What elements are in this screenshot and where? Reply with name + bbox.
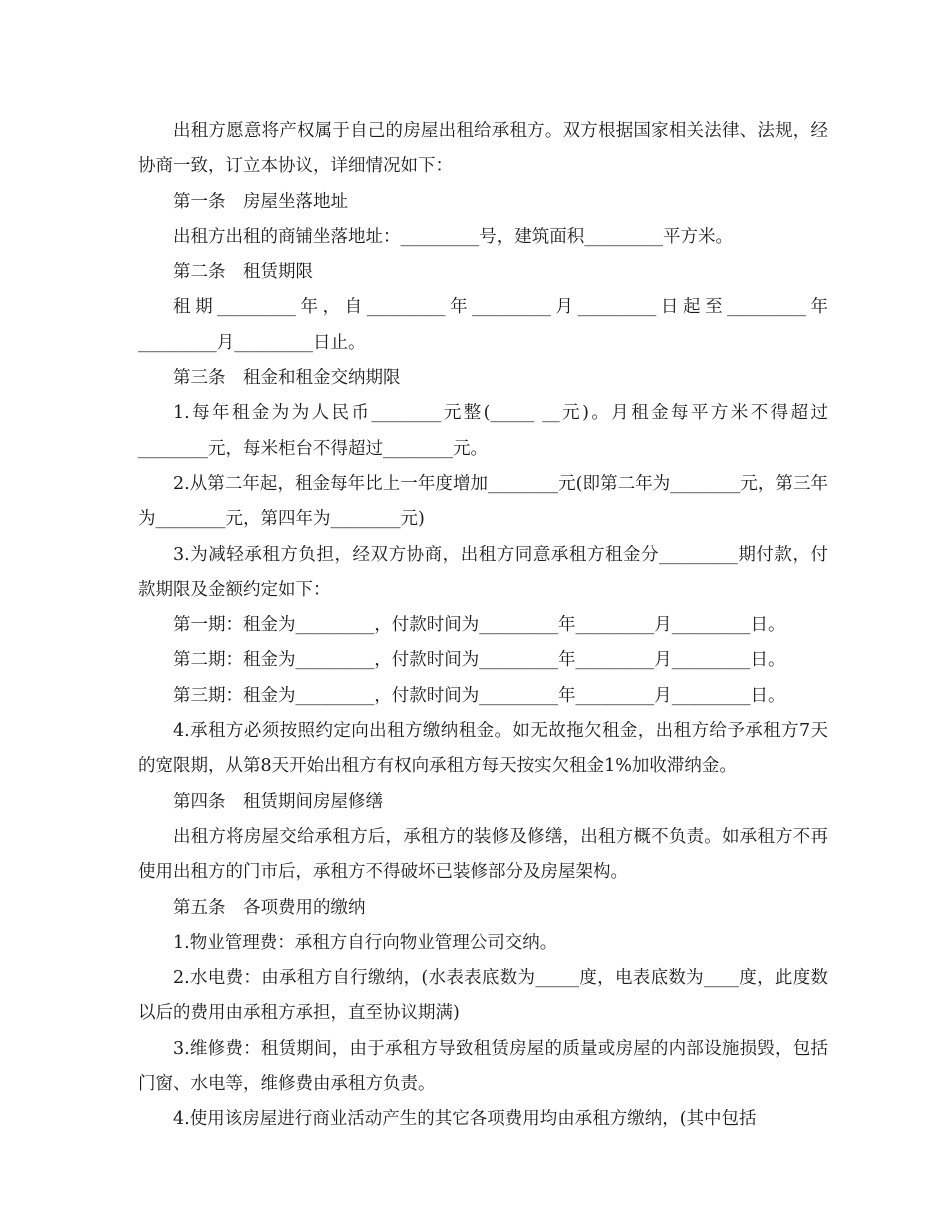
article-3-item-1: 1.每年租金为为人民币________元整(_____ __元)。月租金每平方米不得超过________元，每米柜台不得超过________元。: [138, 403, 828, 459]
article-3-item-2: 2.从第二年起，租金每年比上一年度增加________元(即第二年为________元，第三年为________元，第四年为________元): [138, 473, 828, 530]
article-3-period-3: 第三期：租金为_________，付款时间为_________年_________月_________日。: [173, 685, 786, 706]
article-1-heading: 第一条 房屋坐落地址: [173, 191, 348, 212]
article-3-item-4: 4.承租方必须按照约定向出租方缴纳租金。如无故拖欠租金，出租方给予承租方7天的宽限期，从第8天开始出租方有权向承租方每天按实欠租金1%加收滞纳金。: [138, 721, 828, 777]
article-1-body: 出租方出租的商铺坐落地址：_________号，建筑面积_________平方米。: [173, 226, 733, 247]
article-5-item-2: 2.水电费：由承租方自行缴纳，(水表表底数为_____度，电表底数为____度，此度数以后的费用由承租方承担，直至协议期满): [138, 968, 828, 1024]
intro-paragraph: 出租方愿意将产权属于自己的房屋出租给承租方。双方根据国家相关法律、法规，经协商一致，订立本协议，详细情况如下：: [138, 121, 828, 177]
document-page: [138, 114, 828, 1138]
article-2-body: 租期_________年，自_________年_________月_________日起至_________年_________月_________日止。: [138, 297, 828, 353]
article-3-period-1: 第一期：租金为_________，付款时间为_________年_________月_________日。: [173, 615, 786, 636]
article-3-heading: 第三条 租金和租金交纳期限: [173, 368, 401, 389]
article-5-heading: 第五条 各项费用的缴纳: [173, 897, 366, 918]
article-4-heading: 第四条 租赁期间房屋修缮: [173, 791, 383, 812]
article-5-item-3: 3.维修费：租赁期间，由于承租方导致租赁房屋的质量或房屋的内部设施损毁，包括门窗、水电等，维修费由承租方负责。: [138, 1038, 828, 1095]
article-5-item-1: 1.物业管理费：承租方自行向物业管理公司交纳。: [173, 932, 558, 953]
article-5-item-4: 4.使用该房屋进行商业活动产生的其它各项费用均由承租方缴纳，(其中包括: [173, 1109, 757, 1130]
article-3-item-3: 3.为减轻承租方负担，经双方协商，出租方同意承租方租金分_________期付款，付款期限及金额约定如下：: [138, 544, 828, 600]
article-3-period-2: 第二期：租金为_________，付款时间为_________年_________月_________日。: [173, 650, 786, 671]
article-2-heading: 第二条 租赁期限: [173, 262, 313, 283]
article-4-body: 出租方将房屋交给承租方后，承租方的装修及修缮，出租方概不负责。如承租方不再使用出租方的门市后，承租方不得破坏已装修部分及房屋架构。: [138, 826, 828, 883]
